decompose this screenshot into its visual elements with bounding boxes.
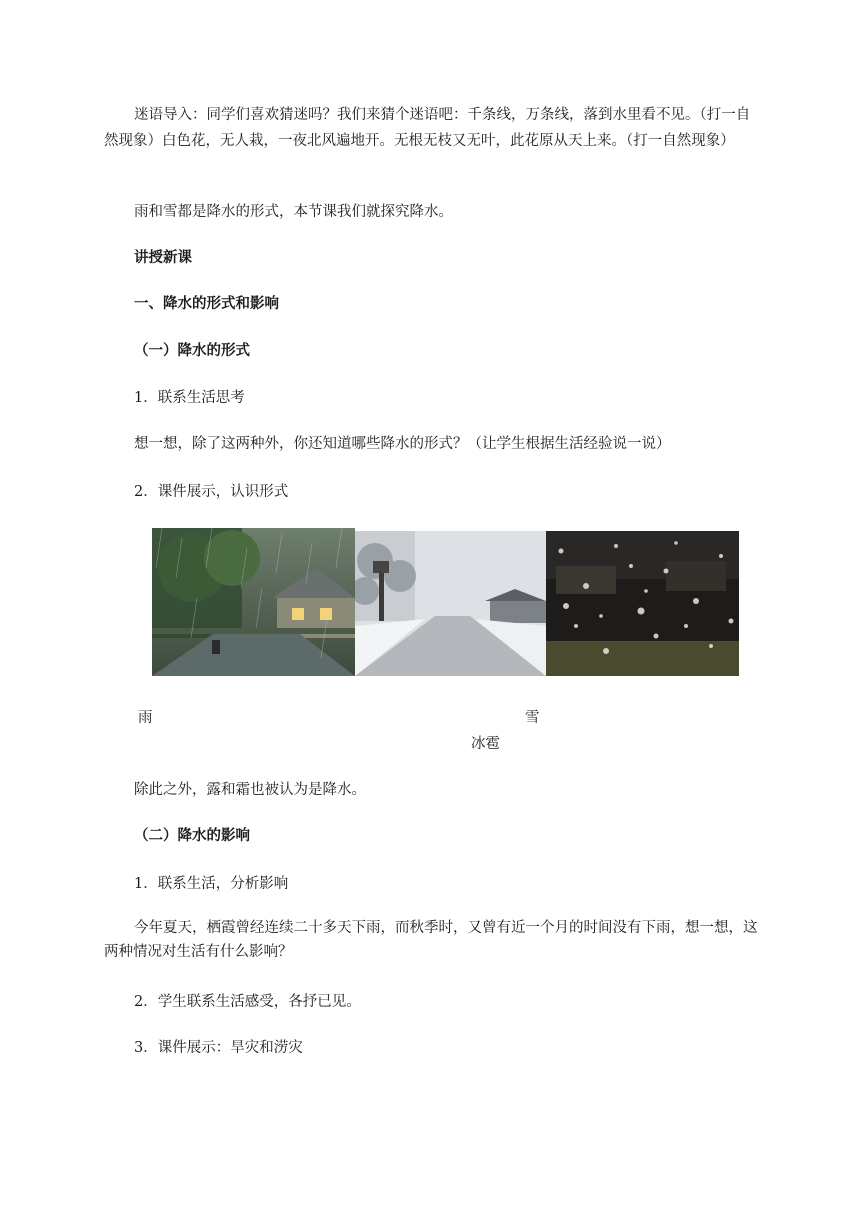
riddle-paragraph: 迷语导入：同学们喜欢猜迷吗？我们来猜个迷语吧：千条线，万条线，落到水里看不见。（打一自然现象）白色花，无人栽，一夜北风遍地开。无根无枝又无叶，此花原从天上来。（打一自然现象） xyxy=(104,107,751,149)
step3-text: 今年夏天，栖霞曾经连续二十多天下雨，而秋季时，又曾有近一个月的时间没有下雨，想一想，这两种情况对生活有什么影响？ xyxy=(104,920,758,960)
rain-photo xyxy=(152,528,355,676)
rain-caption: 雨 xyxy=(138,710,153,726)
hail-caption: 冰雹 xyxy=(471,736,500,752)
step2-heading: 2．课件展示，认识形式 xyxy=(134,484,289,500)
transition-paragraph: 雨和雪都是降水的形式，本节课我们就探究降水。 xyxy=(134,204,453,220)
snow-photo xyxy=(355,531,546,676)
hail-photo xyxy=(546,531,739,676)
snow-caption: 雪 xyxy=(525,710,540,726)
step4-paragraph: 2．学生联系生活感受，各抒已见。 xyxy=(134,994,361,1010)
part1-heading: 一、降水的形式和影响 xyxy=(134,295,279,312)
step5-paragraph: 3．课件展示：旱灾和涝灾 xyxy=(134,1040,303,1056)
sub1-heading: （一）降水的形式 xyxy=(134,342,250,359)
lecture-heading: 讲授新课 xyxy=(134,249,192,266)
note-paragraph: 除此之外，露和霜也被认为是降水。 xyxy=(134,782,366,798)
step1-heading: 1．联系生活思考 xyxy=(134,390,245,406)
step3-heading: 1．联系生活，分析影响 xyxy=(134,876,289,892)
step1-text: 想一想，除了这两种外，你还知道哪些降水的形式？（让学生根据生活经验说一说） xyxy=(134,436,671,452)
sub2-heading: （二）降水的影响 xyxy=(134,827,250,844)
